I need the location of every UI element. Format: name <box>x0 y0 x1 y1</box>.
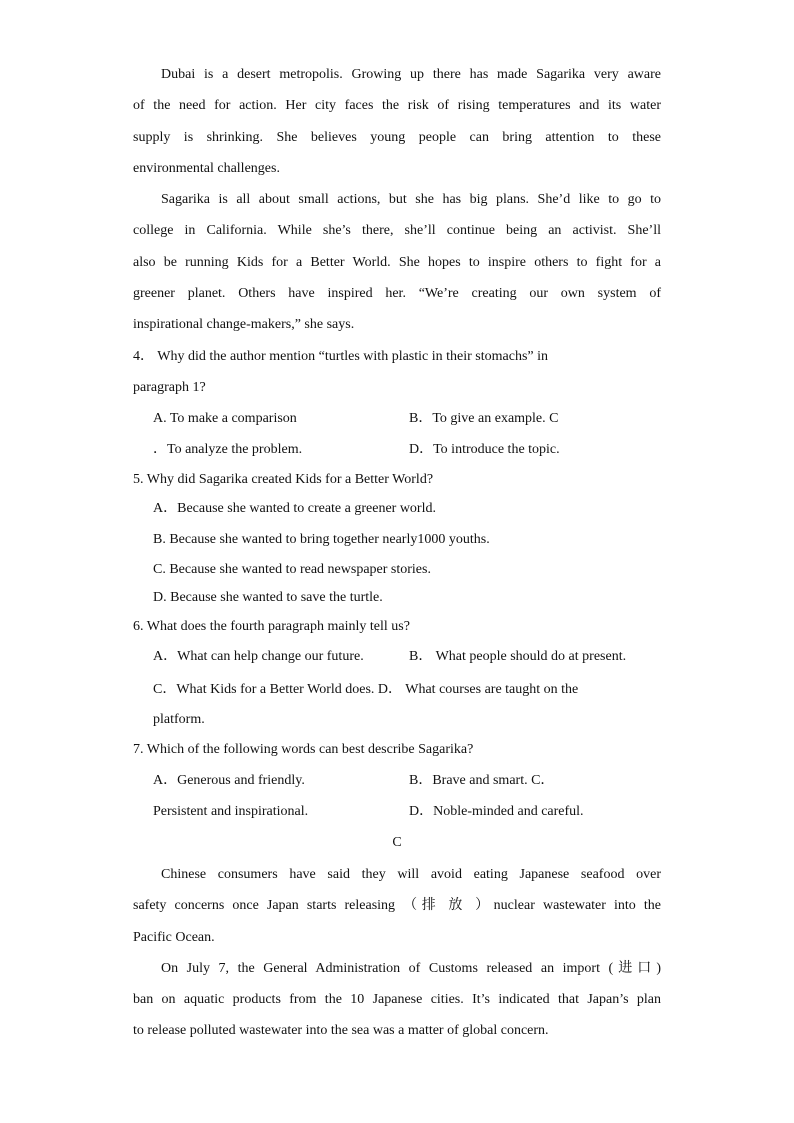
paragraph-line: supply is shrinking. She believes young people can bring attention to these <box>133 130 661 145</box>
paragraph-line: ban on aquatic products from the 10 Japanese cities. It’s indicated that Japan’s plan <box>133 992 661 1007</box>
paragraph-line: Sagarika is all about small actions, but she has big plans. She’d like to go to <box>161 192 661 207</box>
question-5-option-c: C. Because she wanted to read newspaper stories. <box>153 562 431 577</box>
question-7-stem: 7. Which of the following words can best describe Sagarika? <box>133 742 474 757</box>
question-5-stem: 5. Why did Sagarika created Kids for a Better World? <box>133 472 434 487</box>
question-4-option-d: D．To introduce the topic. <box>409 442 560 457</box>
question-4-option-b: B．To give an example. C <box>409 411 559 426</box>
question-6-option-d-cont: platform. <box>153 712 205 727</box>
question-5-option-a: A．Because she wanted to create a greener world. <box>153 501 436 516</box>
question-7-option-b: B．Brave and smart. C． <box>409 773 555 788</box>
question-4-option-a: A. To make a comparison <box>153 411 297 426</box>
question-4-stem: 4． Why did the author mention “turtles with plastic in their stomachs” in <box>133 349 548 364</box>
question-7-option-c: Persistent and inspirational. <box>153 804 309 819</box>
question-7-option-a: A．Generous and friendly. <box>153 773 305 788</box>
paragraph-line: also be running Kids for a Better World. She hopes to inspire others to fight for a <box>133 255 661 270</box>
section-heading: C <box>392 835 402 850</box>
question-4-option-c: ．To analyze the problem. <box>153 442 303 457</box>
paragraph-line: Pacific Ocean. <box>133 930 215 945</box>
paragraph-line: Chinese consumers have said they will avoid eating Japanese seafood over <box>161 867 661 882</box>
question-7-option-d: D．Noble-minded and careful. <box>409 804 584 819</box>
paragraph-line: of the need for action. Her city faces the risk of rising temperatures and its water <box>133 98 661 113</box>
question-4-stem-cont: paragraph 1? <box>133 380 206 395</box>
paragraph-line: Dubai is a desert metropolis. Growing up there has made Sagarika very aware <box>161 67 661 82</box>
question-6-option-b: B． What people should do at present. <box>409 649 627 664</box>
paragraph-line: college in California. While she’s there, she’ll continue being an activist. She’ll <box>133 223 661 238</box>
paragraph-line: environmental challenges. <box>133 161 280 176</box>
question-5-option-d: D. Because she wanted to save the turtle. <box>153 590 383 605</box>
question-6-stem: 6. What does the fourth paragraph mainly tell us? <box>133 619 410 634</box>
paragraph-line: On July 7, the General Administration of Customs released an import (进口) <box>161 961 661 976</box>
paragraph-line: to release polluted wastewater into the sea was a matter of global concern. <box>133 1023 549 1038</box>
paragraph-line: greener planet. Others have inspired her. “We’re creating our own system of <box>133 286 661 301</box>
question-6-option-a: A．What can help change our future. <box>153 649 364 664</box>
paragraph-line: safety concerns once Japan starts releasing （排 放 ）nuclear wastewater into the <box>133 898 661 913</box>
question-5-option-b: B. Because she wanted to bring together nearly1000 youths. <box>153 532 490 547</box>
paragraph-line: inspirational change-makers,” she says. <box>133 317 355 332</box>
question-6-options-cd: C．What Kids for a Better World does. D． What courses are taught on the <box>153 682 579 697</box>
